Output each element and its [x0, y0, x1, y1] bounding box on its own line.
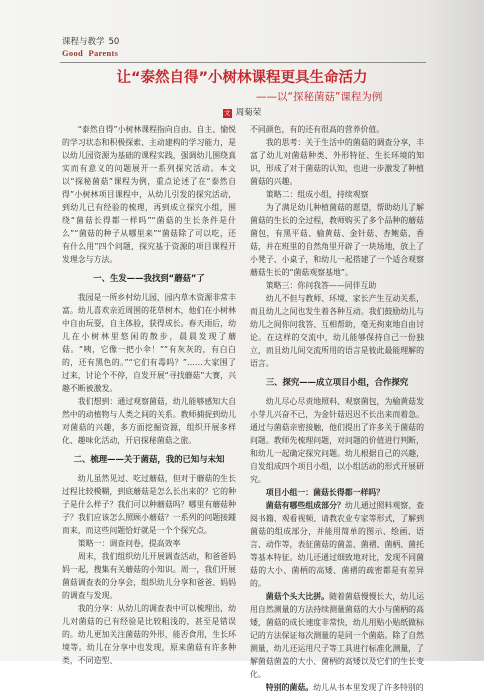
- body-paragraph: [250, 395, 424, 486]
- running-header: [62, 37, 119, 59]
- block-text: 周末，我们组织幼儿开展调查活动，和爸爸妈妈一起，搜集有关蘑菇的小知识。周一，我们开展菌菇调查表的分享会，组织幼儿分享和爸爸、妈妈的调查与发现。: [62, 552, 236, 600]
- left-column: [62, 123, 236, 665]
- paragraph-continuation: [250, 123, 424, 136]
- body-paragraph: [250, 499, 424, 590]
- block-text: 策略三：你问我答——同伴互助: [265, 281, 377, 290]
- block-text: 不同颜色，有的还有很高的营养价值。: [250, 125, 385, 134]
- block-text: 我的分享：从幼儿的调查表中可以梳理出，幼儿对菌菇的已有经验是比较粗浅的，甚至是错误的。幼儿更加关注菌菇的外形，能否食用，生长环境等。幼儿在分享中也发现，原来菌菇有许多种类，不同造型、: [62, 604, 236, 665]
- paragraph-lead-in: 菌菇有哪些组成部分？: [265, 501, 345, 510]
- header-section-name: 课程与教学: [62, 37, 105, 47]
- body-paragraph: [250, 681, 424, 694]
- strategy-subheading: [62, 537, 236, 550]
- body-paragraph: [62, 472, 236, 537]
- paragraph-lead-in: 特别的菌菇。: [265, 683, 314, 692]
- strategy-subheading: [250, 279, 424, 292]
- article-title: 让“泰然自得”小树林课程更具生命活力: [116, 70, 368, 86]
- block-text: 幼儿虽然见过、吃过蘑菇，但对于蘑菇的生长过程比较模糊，到底蘑菇是怎么长出来的？它的种子是什么样子？我们可以种蘑菇吗？哪里有蘑菇种子？我们应该怎么照顾小蘑菇？一系列的问题接踵而来，而这些问题恰好就是一个个探究点。: [62, 474, 236, 535]
- body-paragraph: [250, 201, 424, 279]
- article-subtitle: ——以“探秘菌菇”课程为例: [256, 91, 383, 103]
- abstract-paragraph: [62, 123, 236, 266]
- block-text: 幼儿尽心尽责地照料、观察菌包，为榆黄菇发小芽儿兴奋不已，为金针菇迟迟不长出来而着急。通过与菌菇亲密接触，他们提出了许多关于菌菇的问题。教师先梳理问题，对问题的价值进行判断，和幼儿一起确定探究问题。幼儿根据自己的兴趣，自发组成四个项目小组，以小组活动的形式开展研究。: [250, 397, 424, 484]
- section-heading: [250, 376, 424, 389]
- paragraph-lead-in: 菌菇个头大比拼。: [265, 592, 330, 601]
- block-text: 三、探究——成立项目小组，合作探究: [265, 377, 409, 387]
- right-column: [250, 123, 424, 692]
- block-text: 幼儿不但与教师、环境、家长产生互动关系，而且幼儿之间也发生着各种互动。我们鼓励幼儿与幼儿之间你问我答、互相帮助，毫无拘束地自由讨论。在这样的交流中，幼儿能够保持自己一份独立，而且幼儿间交流所用的语言是彼此最能理解的语言。: [250, 294, 424, 368]
- block-text: 我们想到：通过观察菌菇，幼儿能够感知大自然中的动植物与人类之间的关系。教师捕捉到幼儿对菌菇的兴趣，多方面挖掘资源，组织开展多样化、趣味化活动，开启探秘菌菇之旅。: [62, 397, 236, 445]
- block-text: 幼儿从书本里发现了许多特别的: [313, 683, 424, 692]
- block-text: 我园是一所乡村幼儿园，园内草木资源非常丰富。幼儿喜欢亲近周围的花草树木，他们在小树林中自由玩耍，自主体验，获得成长。春天雨后，幼儿在小树林里悠闲的散步，晨晨发现了蘑菇。“咦，它像一把小伞！”“有灰灰的，有白白的，还有黑色的。”“它们有毒吗？”……大家围了过来，讨论个不停，自发开展“寻找蘑菇”大赛，兴趣不断被激发。: [62, 293, 236, 393]
- byline: [0, 108, 484, 119]
- body-paragraph: [250, 292, 424, 370]
- project-group-heading: [250, 486, 424, 499]
- block-text: 幼儿通过照料观察、查阅书籍、观看视频、请教农业专家等形式，了解到菌菇的组成部分，并能用简单的图示、绘画、语言、动作等，表征菌菇的菌盖、菌褶、菌柄、菌托等基本特征。幼儿还通过细致地对比，发现不同菌菇的大小、菌柄的高矮、菌褶的疏密都是有差异的。: [250, 501, 424, 588]
- block-text: 项目小组一：菌菇长得都一样吗？: [265, 488, 385, 497]
- body-paragraph: [250, 136, 424, 188]
- section-heading: [62, 272, 236, 285]
- block-text: 一、生发——我找到“蘑菇”了: [93, 273, 205, 283]
- body-paragraph: [62, 291, 236, 395]
- block-text: 策略一：调查问卷，提高效率: [77, 539, 181, 548]
- strategy-subheading: [250, 188, 424, 201]
- author-badge: 文: [223, 109, 231, 117]
- block-text: 二、梳理——关于菌菇，我的已知与未知: [73, 454, 225, 464]
- header-divider: [60, 62, 426, 63]
- block-text: 策略二：组成小组，持续观察: [265, 190, 369, 199]
- body-paragraph: [250, 590, 424, 681]
- section-heading: [62, 453, 236, 466]
- page-number: 50: [108, 37, 120, 47]
- header-section-line: [62, 37, 119, 48]
- author-name: 周菊荣: [235, 108, 262, 118]
- block-text: 我的思考：关于生活中的菌菇的调查分享，丰富了幼儿对菌菇种类、外形特征、生长环境的知识，形成了对于菌菇的认知，也进一步激发了种植菌菇的兴趣。: [250, 138, 424, 186]
- block-text: “泰然自得”小树林课程指向自由、自主、愉悦的学习状态和积极探索、主动建构的学习能力，是以幼儿园资源为基础的课程实践，强调幼儿围绕真实而有意义的问题展开一系列探究活动。本文以“探秘菌菇”课程为例，重点论述了在“泰然自得”小树林项目课程中，从幼儿引发的探究活动，到幼儿已有经验的梳理，再到成立探究小组，围绕“菌菇长得都一样吗”“菌菇的生长条件是什么”“菌菇的种子从哪里来”“菌菇除了可以吃，还有什么用”四个问题，探究基于资源的项目课程开发理念与方法。: [62, 125, 236, 264]
- body-paragraph: [62, 602, 236, 667]
- block-text: 为了满足幼儿种植菌菇的愿望，帮助幼儿了解菌菇的生长的全过程，教师购买了多个品种的蘑菇菌包，有黑平菇、榆黄菇、金针菇、杏鲍菇、香菇，并在班里的自然角里开辟了一块场地，放上了小凳子、小桌子，和幼儿一起搭建了一个适合观察蘑菇生长的“菌菇观察基地”。: [250, 203, 424, 277]
- magazine-name: Good Parents: [62, 48, 119, 58]
- body-paragraph: [62, 550, 236, 602]
- block-text: 随着菌菇慢慢长大，幼儿运用自然测量的方法持续测量菌菇的大小与菌柄的高矮，菌菇的成长速度非常快，幼儿用贴小贴纸做标记的方法保证每次测量的是同一个菌菇。除了自然测量，幼儿还运用尺子等工具进行标准化测量，了解菌菇菌盖的大小、菌柄的高矮以及它们的生长变化。: [250, 592, 424, 679]
- body-paragraph: [62, 395, 236, 447]
